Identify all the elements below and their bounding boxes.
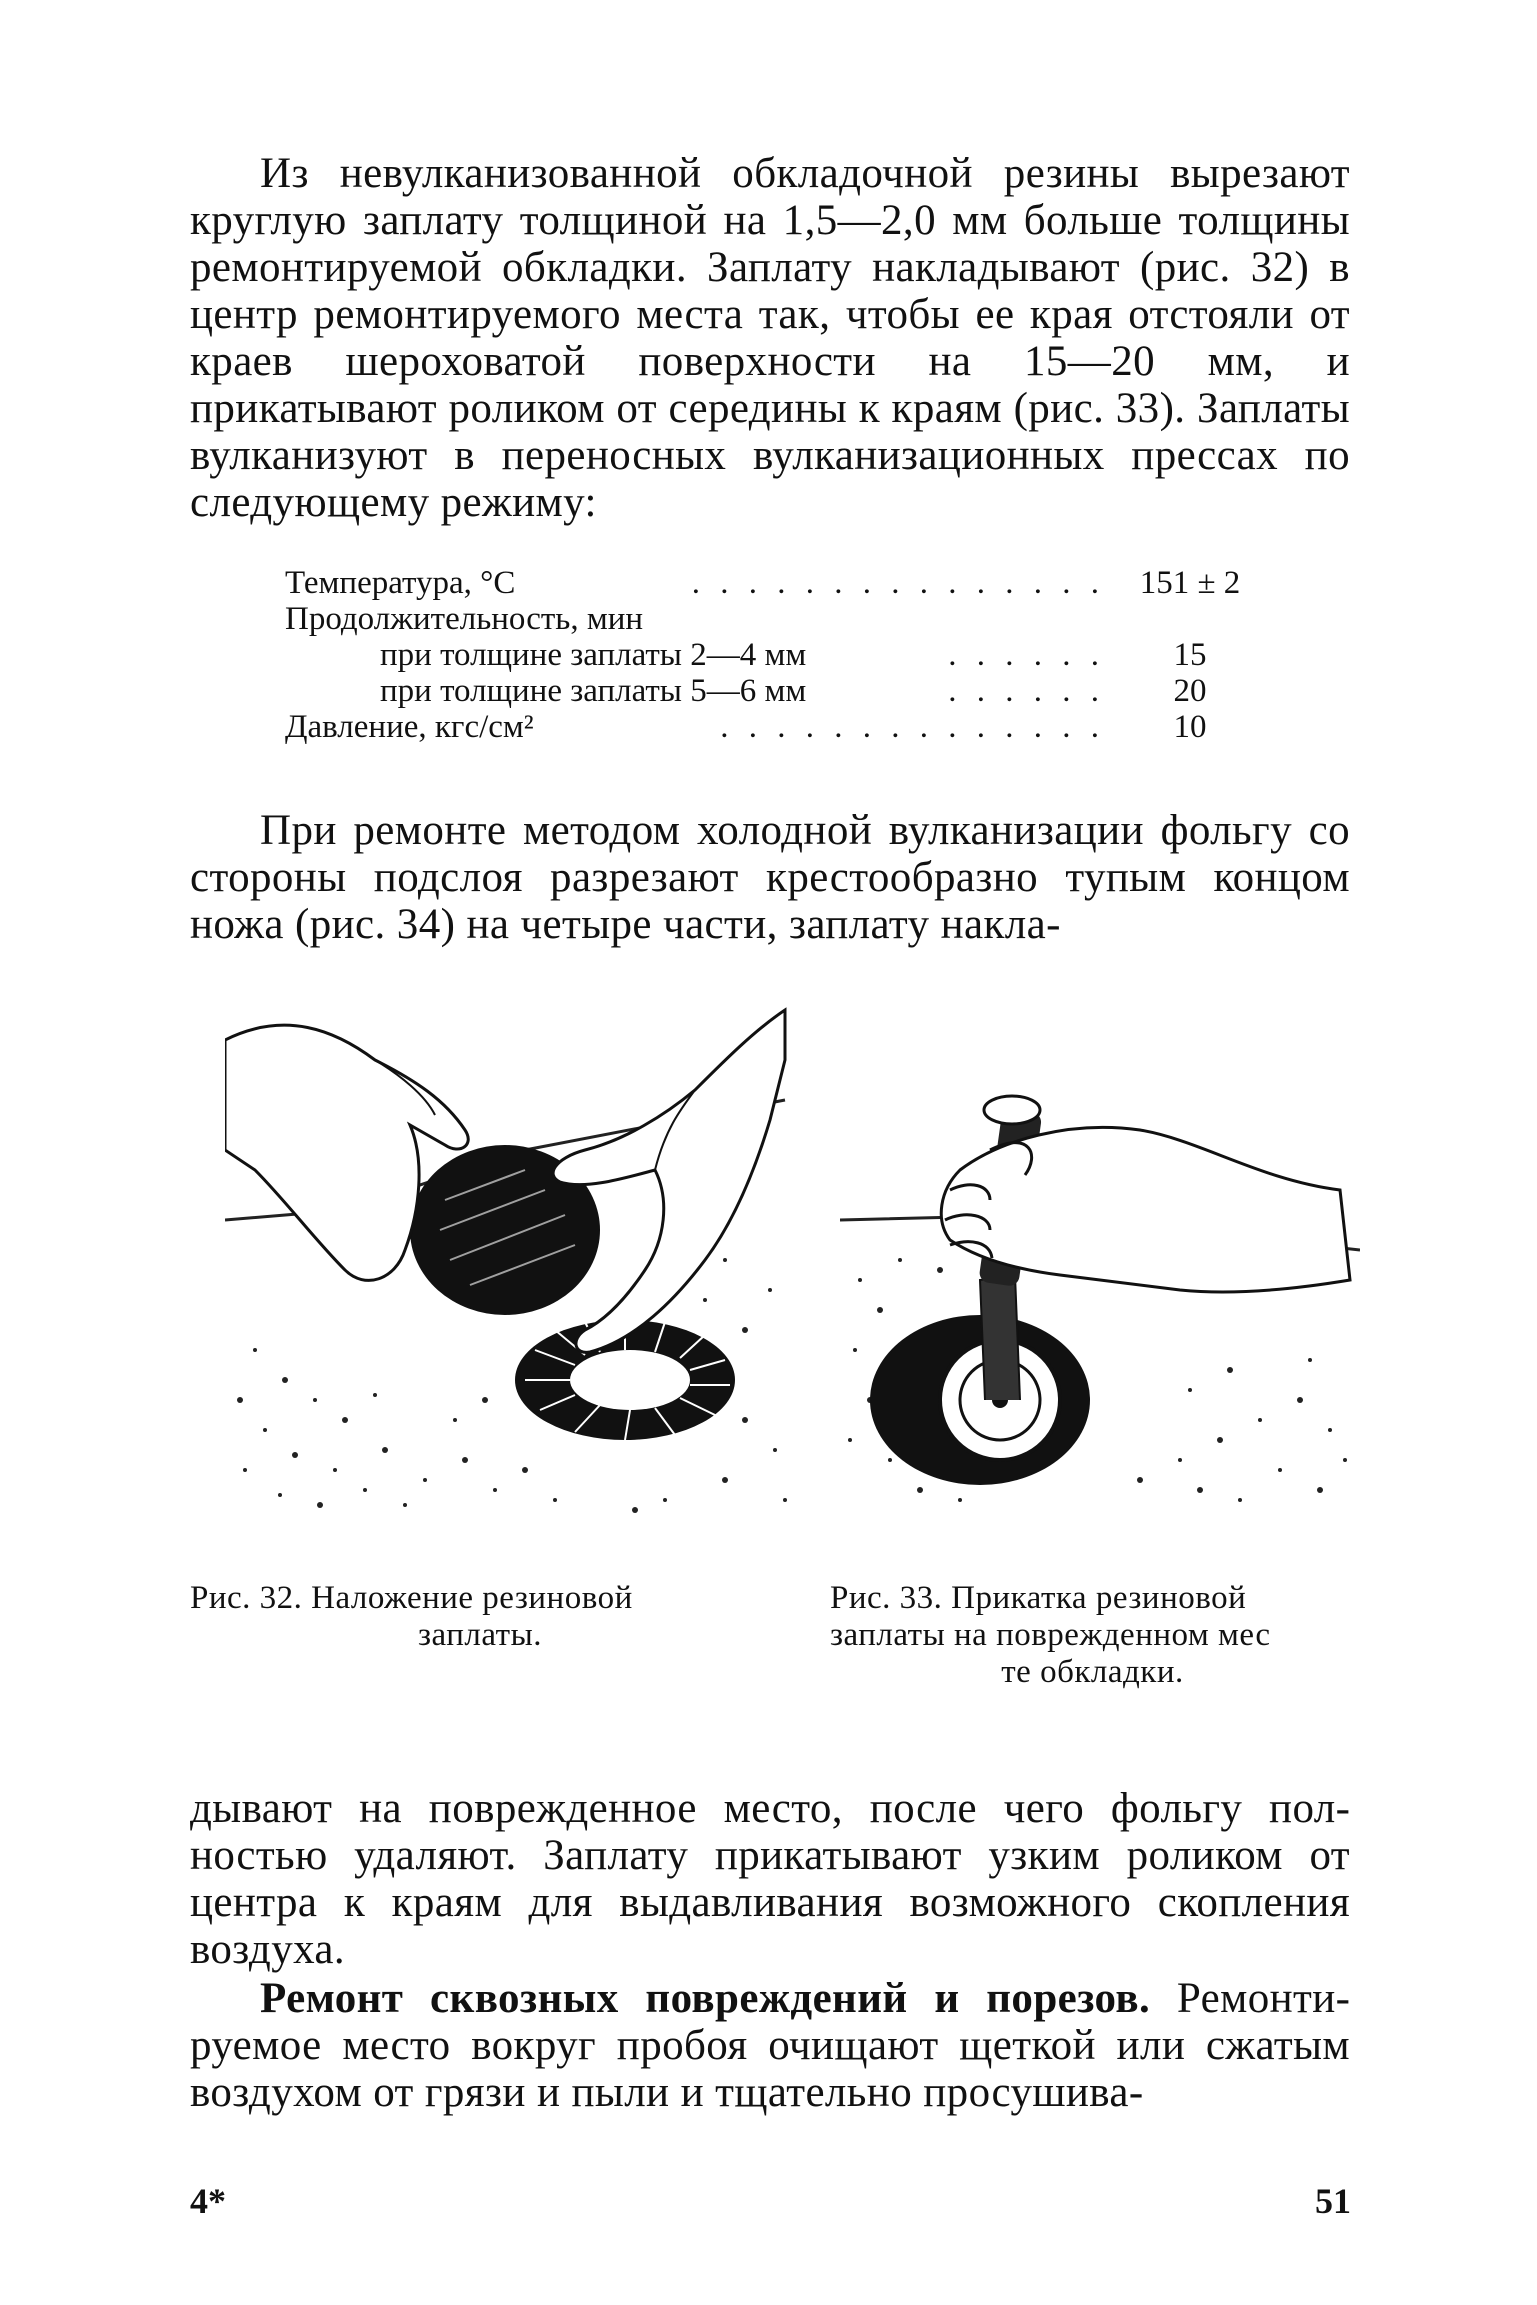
caption-line: заплаты. — [417, 1617, 542, 1653]
paragraph-patch-cutting — [190, 150, 1350, 526]
regime-label: Температура, °С — [285, 565, 516, 601]
regime-row — [285, 565, 1265, 601]
regime-row — [285, 673, 1265, 709]
vulcanization-regime-table — [285, 565, 1265, 745]
leader-dots: . . . . . . — [948, 673, 1105, 709]
paragraph-text: Из невулканизованной обкладочной резины вырезают круглую заплату толщиной на 1,5—2,0 мм больше толщины ремонтируемой обкладки. Заплату накладывают (рис. 32) в центр ремонтируемого места так, чтобы ее края отстояли от краев шероховатой поверхности на 15—20 мм, и прикатывают роликом от середины к краям (рис. 33). Заплаты вулканизуют в переносных вулканизационных прессах по следующему режиму: — [190, 150, 1350, 526]
paragraph-text: Ремонтируемое место вокруг пробоя очищают щеткой или сжатым воздухом от грязи и пыли и тщательно просушива- — [190, 1975, 1350, 2116]
paragraph-text: При ремонте методом холодной вулканизации фольгу со стороны подслоя разрезают крестообразно тупым концом ножа (рис. 34) на четыре части, заплату накла- — [190, 807, 1350, 948]
figure-32-illustration — [225, 1000, 815, 1520]
regime-label: при толщине заплаты 5—6 мм — [380, 673, 807, 709]
figure-33-caption — [830, 1580, 1355, 1691]
regime-label: Давление, кгс/см² — [285, 709, 534, 745]
paragraph-text: дывают на поврежденное место, после чего фольгу полностью удаляют. Заплату прикатывают узким роликом от центра к краям для выдавливания возможного скопления воздуха. — [190, 1785, 1350, 1973]
figure-33-illustration — [840, 1080, 1360, 1520]
paragraph-foil-removal — [190, 1785, 1350, 1973]
figure-32-caption — [190, 1580, 770, 1654]
leader-dots: . . . . . . — [948, 637, 1105, 673]
caption-line: заплаты на поврежденном мес — [830, 1617, 1271, 1653]
leader-dots: . . . . . . . . . . . . . . . — [691, 565, 1105, 601]
paragraph-through-damage — [190, 1975, 1350, 2116]
leader-dots: . . . . . . . . . . . . . . — [720, 709, 1105, 745]
regime-row — [285, 601, 1265, 637]
caption-line: Рис. 32. Наложение резиновой — [190, 1580, 633, 1616]
regime-row — [285, 637, 1265, 673]
page-number: 51 — [1315, 2181, 1351, 2221]
regime-value: 10 — [1173, 709, 1207, 745]
section-heading: Ремонт сквозных повреждений и порезов. — [260, 1975, 1151, 2022]
regime-value: 20 — [1173, 673, 1207, 709]
regime-label: при толщине заплаты 2—4 мм — [380, 637, 807, 673]
paragraph-cold-vulcanization — [190, 807, 1350, 948]
caption-line: те обкладки. — [1001, 1654, 1184, 1690]
regime-row — [285, 709, 1265, 745]
regime-value: 151 ± 2 — [1139, 565, 1241, 601]
regime-value: 15 — [1173, 637, 1207, 673]
signature-mark: 4* — [190, 2181, 226, 2221]
caption-line: Рис. 33. Прикатка резиновой — [830, 1580, 1247, 1616]
regime-label: Продолжительность, мин — [285, 601, 644, 637]
